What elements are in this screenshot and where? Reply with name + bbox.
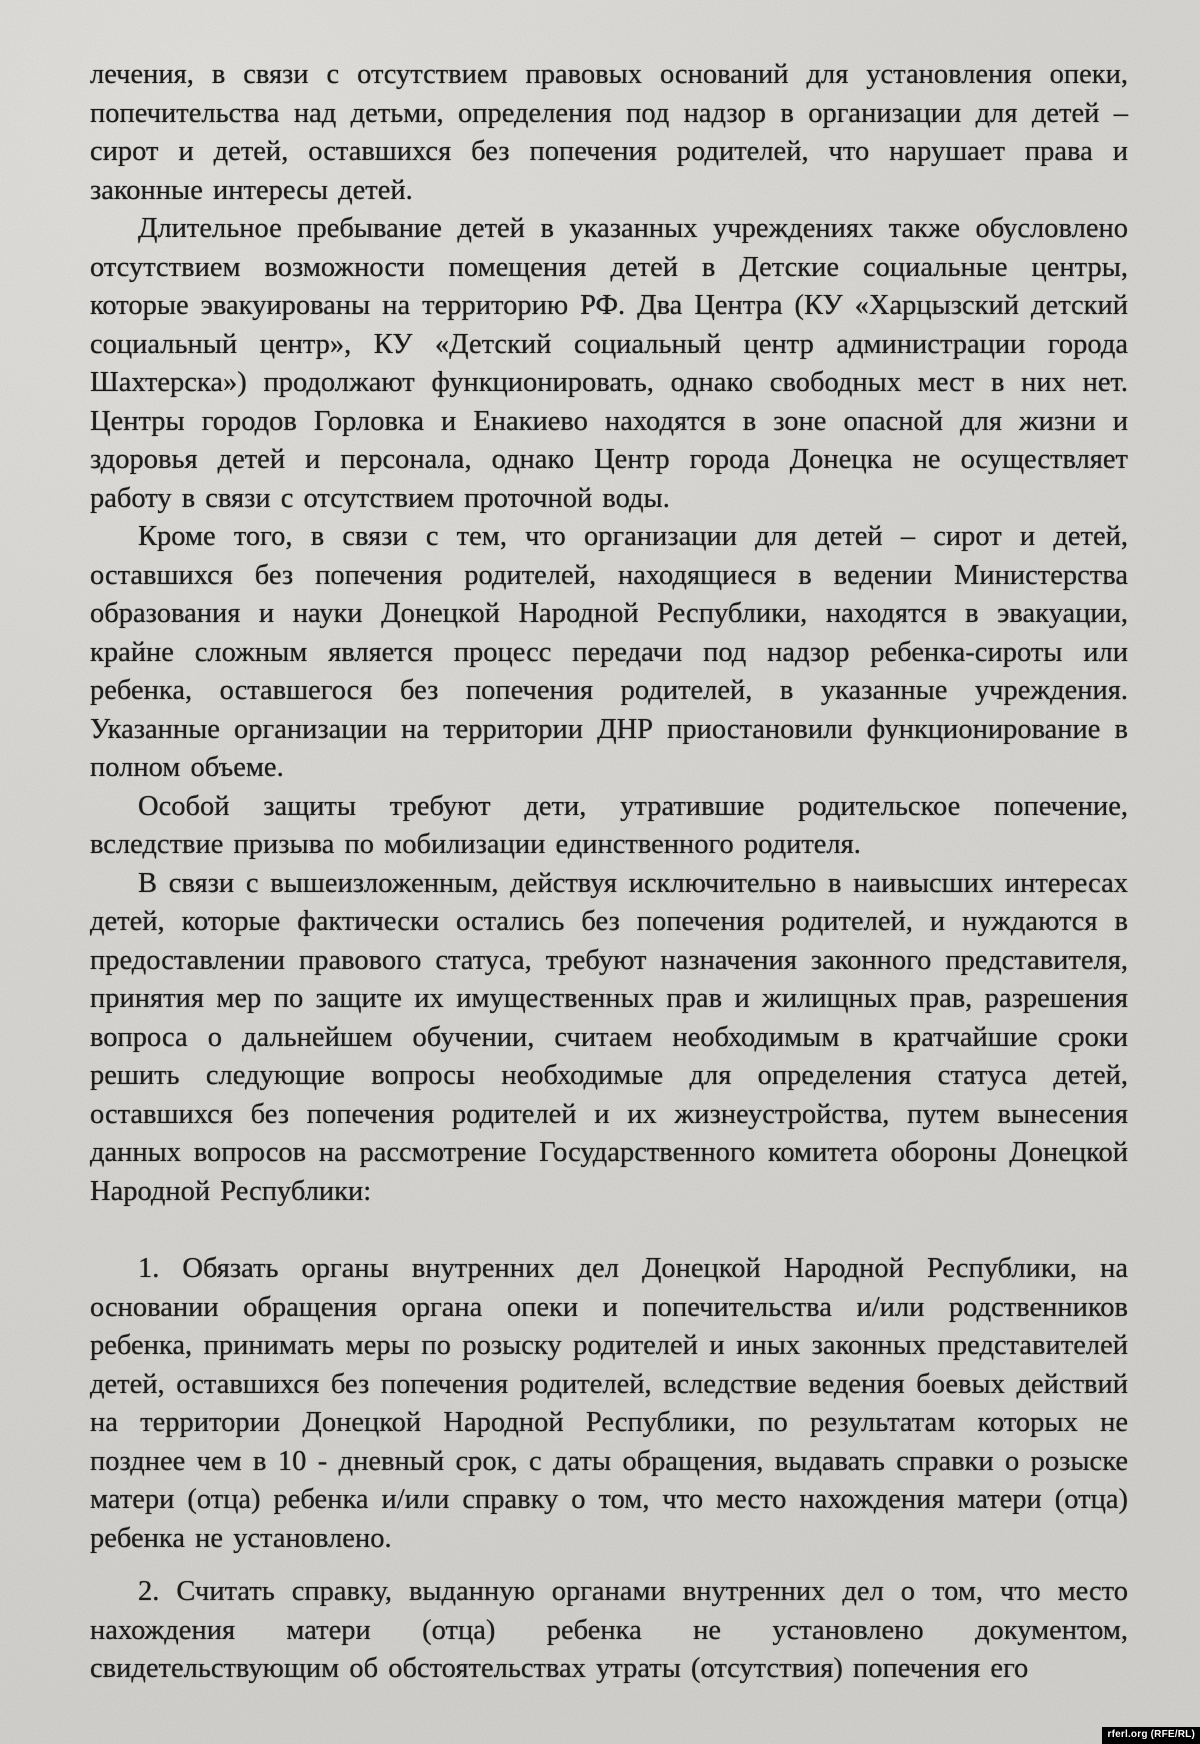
rferl-watermark-badge: rferl.org (RFE/RL) xyxy=(1102,1727,1200,1744)
paragraph-7-item-2: 2. Считать справку, выданную органами внутренних дел о том, что место нахождения матери (отца) ребенка не установлено документом, свидетельствующим об обстоятельствах утраты (отсутствия) попечения его xyxy=(90,1576,1128,1684)
paragraph-2: Длительное пребывание детей в указанных учреждениях также обусловлено отсутствием возможности помещения детей в Детские социальные центры, которые эвакуированы на территорию РФ. Два Центра (КУ «Харцызский детский социальный центр», КУ «Детский социальный центр администрации города Шахтерска») продолжают функционировать, однако свободных мест в них нет. Центры городов Горловка и Енакиево находятся в зоне опасной для жизни и здоровья детей и персонала, однако Центр города Донецка не осуществляет работу в связи с отсутствием проточной воды. xyxy=(90,213,1128,514)
paragraph-5: В связи с вышеизложенным, действуя исключительно в наивысших интересах детей, которые фактически остались без попечения родителей, и нуждаются в предоставлении правового статуса, требуют назначения законного представителя, принятия мер по защите их имущественных прав и жилищных прав, разрешения вопроса о дальнейшем обучении, считаем необходимым в кратчайшие сроки решить следующие вопросы необходимые для определения статуса детей, оставшихся без попечения родителей и их жизнеустройства, путем вынесения данных вопросов на рассмотрение Государственного комитета обороны Донецкой Народной Республики: xyxy=(90,867,1128,1207)
paragraph-6-item-1: 1. Обязать органы внутренних дел Донецкой Народной Республики, на основании обращения органа опеки и попечительства и/или родственников ребенка, принимать меры по розыску родителей и иных законных представителей детей, оставшихся без попечения родителей, вследствие ведения боевых действий на территории Донецкой Народной Республики, по результатам которых не позднее чем в 10 - дневный срок, с даты обращения, выдавать справки о розыске матери (отца) ребенка и/или справку о том, что место нахождения матери (отца) ребенка не установлено. xyxy=(90,1253,1128,1554)
paragraph-1: лечения, в связи с отсутствием правовых оснований для установления опеки, попечительства над детьми, определения под надзор в организации для детей – сирот и детей, оставшихся без попечения родителей, что нарушает права и законные интересы детей. xyxy=(90,59,1128,206)
paragraph-4: Особой защиты требуют дети, утратившие родительское попечение, вследствие призыва по мобилизации единственного родителя. xyxy=(90,790,1128,860)
document-body-text xyxy=(90,56,1128,1689)
paragraph-3: Кроме того, в связи с тем, что организации для детей – сирот и детей, оставшихся без попечения родителей, находящиеся в ведении Министерства образования и науки Донецкой Народной Республики, находятся в эвакуации, крайне сложным является процесс передачи под надзор ребенка-сироты или ребенка, оставшегося без попечения родителей, в указанные учреждения. Указанные организации на территории ДНР приостановили функционирование в полном объеме. xyxy=(90,521,1128,783)
